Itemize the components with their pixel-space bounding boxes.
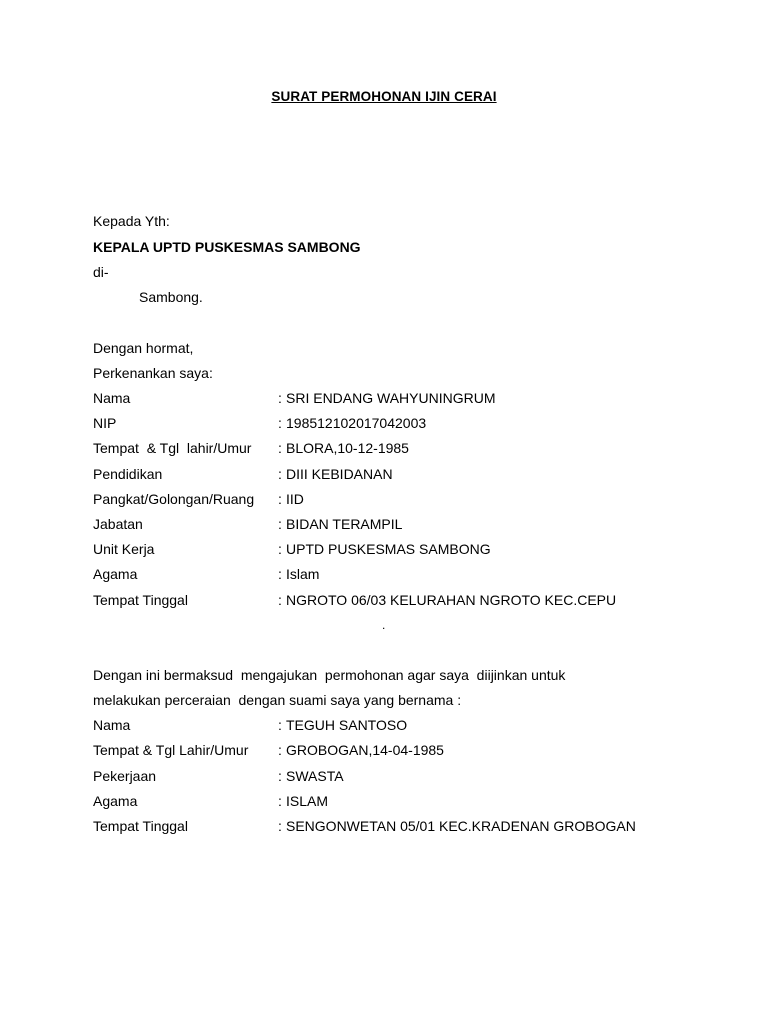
field-separator: : <box>278 516 282 532</box>
field-value: SWASTA <box>286 768 344 784</box>
field-label: Unit Kerja <box>93 541 155 557</box>
field-value: Islam <box>286 566 320 582</box>
field-value: SRI ENDANG WAHYUNINGRUM <box>286 390 496 406</box>
field-label: Tempat & Tgl Lahir/Umur <box>93 742 249 758</box>
field-label: Pendidikan <box>93 466 163 482</box>
field-value: BIDAN TERAMPIL <box>286 516 403 532</box>
recipient-di: di- <box>93 264 109 280</box>
field-separator: : <box>278 768 282 784</box>
field-label: Nama <box>93 390 131 406</box>
document-title: SURAT PERMOHONAN IJIN CERAI <box>271 89 497 104</box>
field-label: Agama <box>93 566 138 582</box>
request-line-1: Dengan ini bermaksud mengajukan permohonan agar saya diijinkan untuk <box>93 667 566 683</box>
field-separator: : <box>278 491 282 507</box>
field-label: Agama <box>93 793 138 809</box>
field-label: NIP <box>93 415 117 431</box>
field-value: 198512102017042003 <box>286 415 427 431</box>
stray-dot: . <box>382 618 386 632</box>
field-label: Jabatan <box>93 516 143 532</box>
field-label: Tempat Tinggal <box>93 818 188 834</box>
field-value: NGROTO 06/03 KELURAHAN NGROTO KEC.CEPU <box>286 592 617 608</box>
field-separator: : <box>278 592 282 608</box>
field-label: Tempat & Tgl lahir/Umur <box>93 440 252 456</box>
field-value: SENGONWETAN 05/01 KEC.KRADENAN GROBOGAN <box>286 818 636 834</box>
field-value: ISLAM <box>286 793 329 809</box>
intro: Perkenankan saya: <box>93 365 213 381</box>
field-label: Nama <box>93 717 131 733</box>
recipient-name: KEPALA UPTD PUSKESMAS SAMBONG <box>93 239 361 255</box>
field-separator: : <box>278 742 282 758</box>
field-value: IID <box>286 491 304 507</box>
field-separator: : <box>278 415 282 431</box>
field-label: Tempat Tinggal <box>93 592 188 608</box>
field-separator: : <box>278 717 282 733</box>
recipient-salutation: Kepada Yth: <box>93 213 170 229</box>
field-value: BLORA,10-12-1985 <box>286 440 409 456</box>
field-label: Pangkat/Golongan/Ruang <box>93 491 255 507</box>
recipient-place: Sambong. <box>139 289 203 305</box>
field-separator: : <box>278 793 282 809</box>
request-line-2: melakukan perceraian dengan suami saya yang bernama : <box>93 692 462 708</box>
field-separator: : <box>278 440 282 456</box>
field-value: DIII KEBIDANAN <box>286 466 393 482</box>
field-separator: : <box>278 541 282 557</box>
field-value: GROBOGAN,14-04-1985 <box>286 742 444 758</box>
field-separator: : <box>278 466 282 482</box>
field-separator: : <box>278 566 282 582</box>
field-label: Pekerjaan <box>93 768 157 784</box>
field-value: TEGUH SANTOSO <box>286 717 408 733</box>
field-separator: : <box>278 818 282 834</box>
field-separator: : <box>278 390 282 406</box>
greeting: Dengan hormat, <box>93 340 194 356</box>
field-value: UPTD PUSKESMAS SAMBONG <box>286 541 491 557</box>
